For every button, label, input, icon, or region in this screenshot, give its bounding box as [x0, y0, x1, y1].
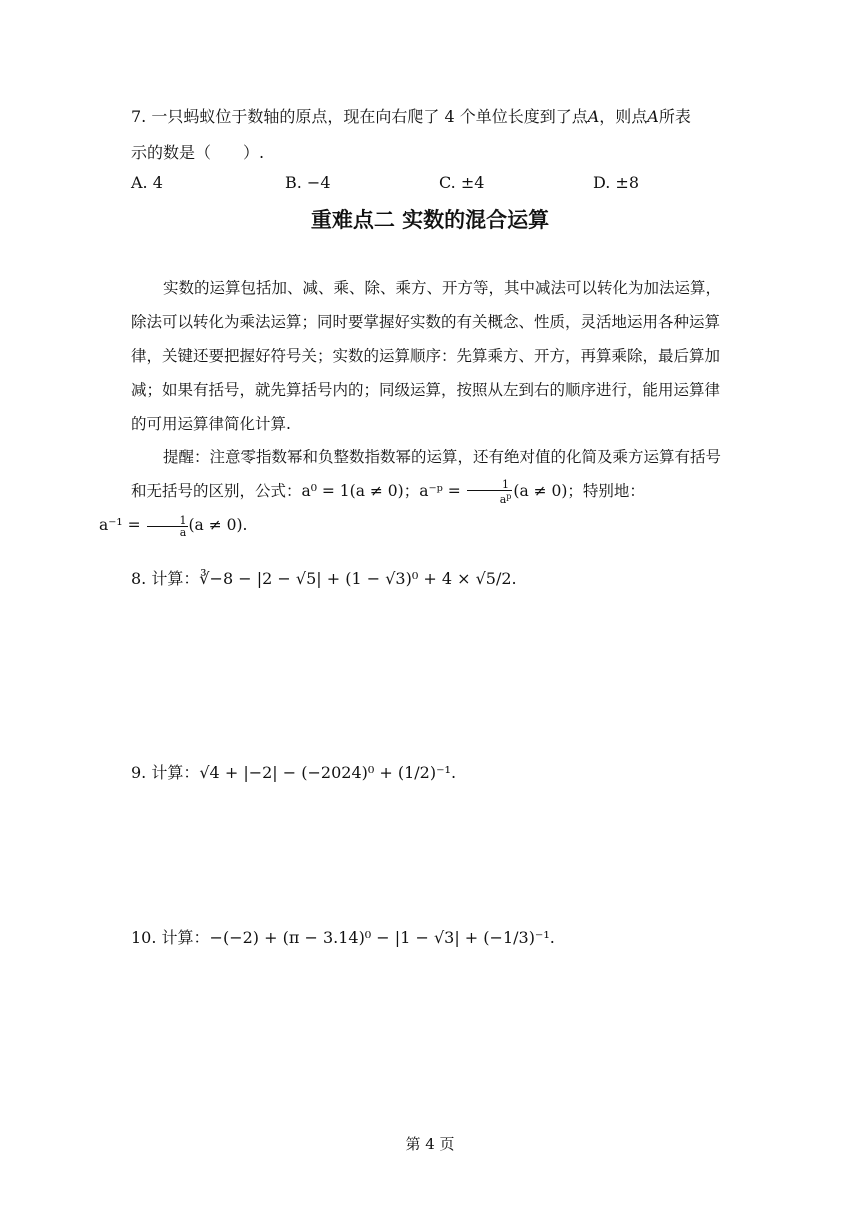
q7-option-b: B. −4	[285, 173, 331, 192]
reminder-text: 提醒：注意零指数幂和负整数指数幂的运算，还有绝对值的化简及乘方运算有括号和无括号的区别，公式：	[131, 448, 722, 500]
q9-expression: √4 + |−2| − (−2024)⁰ + (1/2)⁻¹.	[199, 763, 457, 782]
q8-expression: ∛−8 − |2 − √5| + (1 − √3)⁰ + 4 × √5/2.	[199, 569, 517, 588]
q7-line1: 7. 一只蚂蚁位于数轴的原点，现在向右爬了 4 个单位长度到了点𝐴，则点𝐴所表	[131, 107, 691, 126]
section-title: 重难点二 实数的混合运算	[310, 208, 550, 232]
fraction-1-over-a: $\frac{1}{a}$	[147, 515, 188, 538]
intro-paragraph-2	[99, 440, 722, 542]
formula-zero-exponent: a⁰ = 1(a ≠ 0)；	[301, 482, 420, 500]
page-number: 第 4 页	[405, 1135, 455, 1153]
fraction-1-over-a-p: $\frac{1}{a^p}$	[467, 479, 513, 505]
q8-line	[131, 566, 517, 589]
q10-expression: −(−2) + (π − 3.14)⁰ − |1 − √3| + (−1/3)⁻¹.	[209, 928, 555, 947]
q9-label: 9. 计算：	[131, 763, 200, 782]
q8-label: 8. 计算：	[131, 569, 200, 588]
q7-option-d: D. ±8	[593, 173, 640, 192]
q10-label: 10. 计算：	[131, 928, 210, 947]
formula-inverse-lhs: a⁻¹ =	[99, 516, 141, 534]
formula-negative-exponent-lhs: a⁻ᵖ =	[419, 482, 461, 500]
formula-negative-exponent-rhs: (a ≠ 0)；特别地：	[513, 482, 645, 500]
q7-option-a: A. 4	[131, 173, 163, 192]
q7-line2: 示的数是（ ）.	[131, 143, 265, 162]
q9-line	[131, 760, 456, 783]
q7-option-c: C. ±4	[439, 173, 485, 192]
intro-paragraph-1: 实数的运算包括加、减、乘、除、乘方、开方等，其中减法可以转化为加法运算，除法可以转化为乘法运算；同时要掌握好实数的有关概念、性质，灵活地运用各种运算律，关键还要把握好符号关；实数的运算顺序：先算乘方、开方，再算乘除，最后算加减；如果有括号，就先算括号内的；同级运算，按照从左到右的顺序进行，能用运算律的可用运算律简化计算.	[131, 279, 722, 433]
q10-line	[131, 925, 555, 948]
formula-inverse-rhs: (a ≠ 0).	[188, 516, 248, 534]
